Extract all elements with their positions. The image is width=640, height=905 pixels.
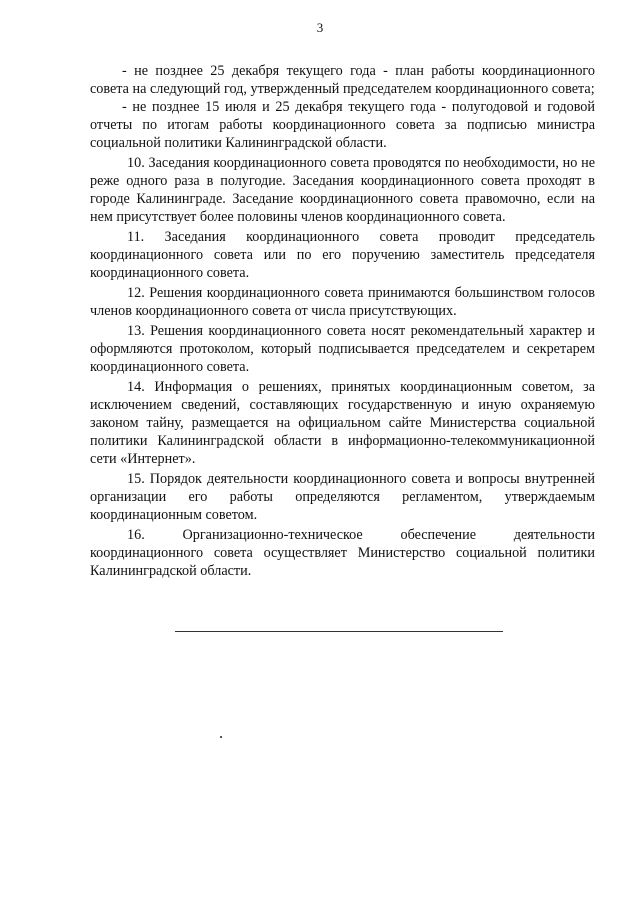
scan-speck bbox=[220, 736, 222, 738]
paragraph-12-decisions: 12. Решения координационного совета принимаются большинством голосов членов координационного совета от числа присутствующих. bbox=[90, 285, 595, 319]
paragraph-10-meetings: 10. Заседания координационного совета проводятся по необходимости, но не реже одного раза в полугодие. Заседания координационного совета проходят в городе Калининграде. Заседание координационного совета правомочно, если на нем присутствует более половины членов координационного совета. bbox=[90, 155, 595, 225]
page-number: 3 bbox=[316, 20, 324, 35]
paragraph-16-support: 16. Организационно-техническое обеспечение деятельности координационного совета осуществляет Министерство социальной политики Калининградской области. bbox=[90, 527, 595, 579]
paragraph-reports-deadline: - не позднее 15 июля и 25 декабря текущего года - полугодовой и годовой отчеты по итогам работы координационного совета за подписью министра социальной политики Калининградской области. bbox=[90, 99, 595, 151]
paragraph-11-chairing: 11. Заседания координационного совета проводит председатель координационного совета или по его поручению заместитель председателя координационного совета. bbox=[90, 229, 595, 281]
end-separator-line bbox=[175, 631, 503, 632]
paragraph-work-plan-deadline: - не позднее 25 декабря текущего года - план работы координационного совета на следующий год, утвержденный председателем координационного совета; bbox=[90, 63, 595, 97]
document-body bbox=[90, 62, 595, 580]
paragraph-15-procedure: 15. Порядок деятельности координационного совета и вопросы внутренней организации его работы определяются регламентом, утверждаемым координационным советом. bbox=[90, 471, 595, 523]
paragraph-14-information: 14. Информация о решениях, принятых координационным советом, за исключением сведений, составляющих государственную и иную охраняемую законом тайну, размещается на официальном сайте Министерства социальной политики Калининградской области в информационно-телекоммуникационной сети «Интернет». bbox=[90, 379, 595, 467]
paragraph-13-recommendations: 13. Решения координационного совета носят рекомендательный характер и оформляются протоколом, который подписывается председателем и секретарем координационного совета. bbox=[90, 323, 595, 375]
